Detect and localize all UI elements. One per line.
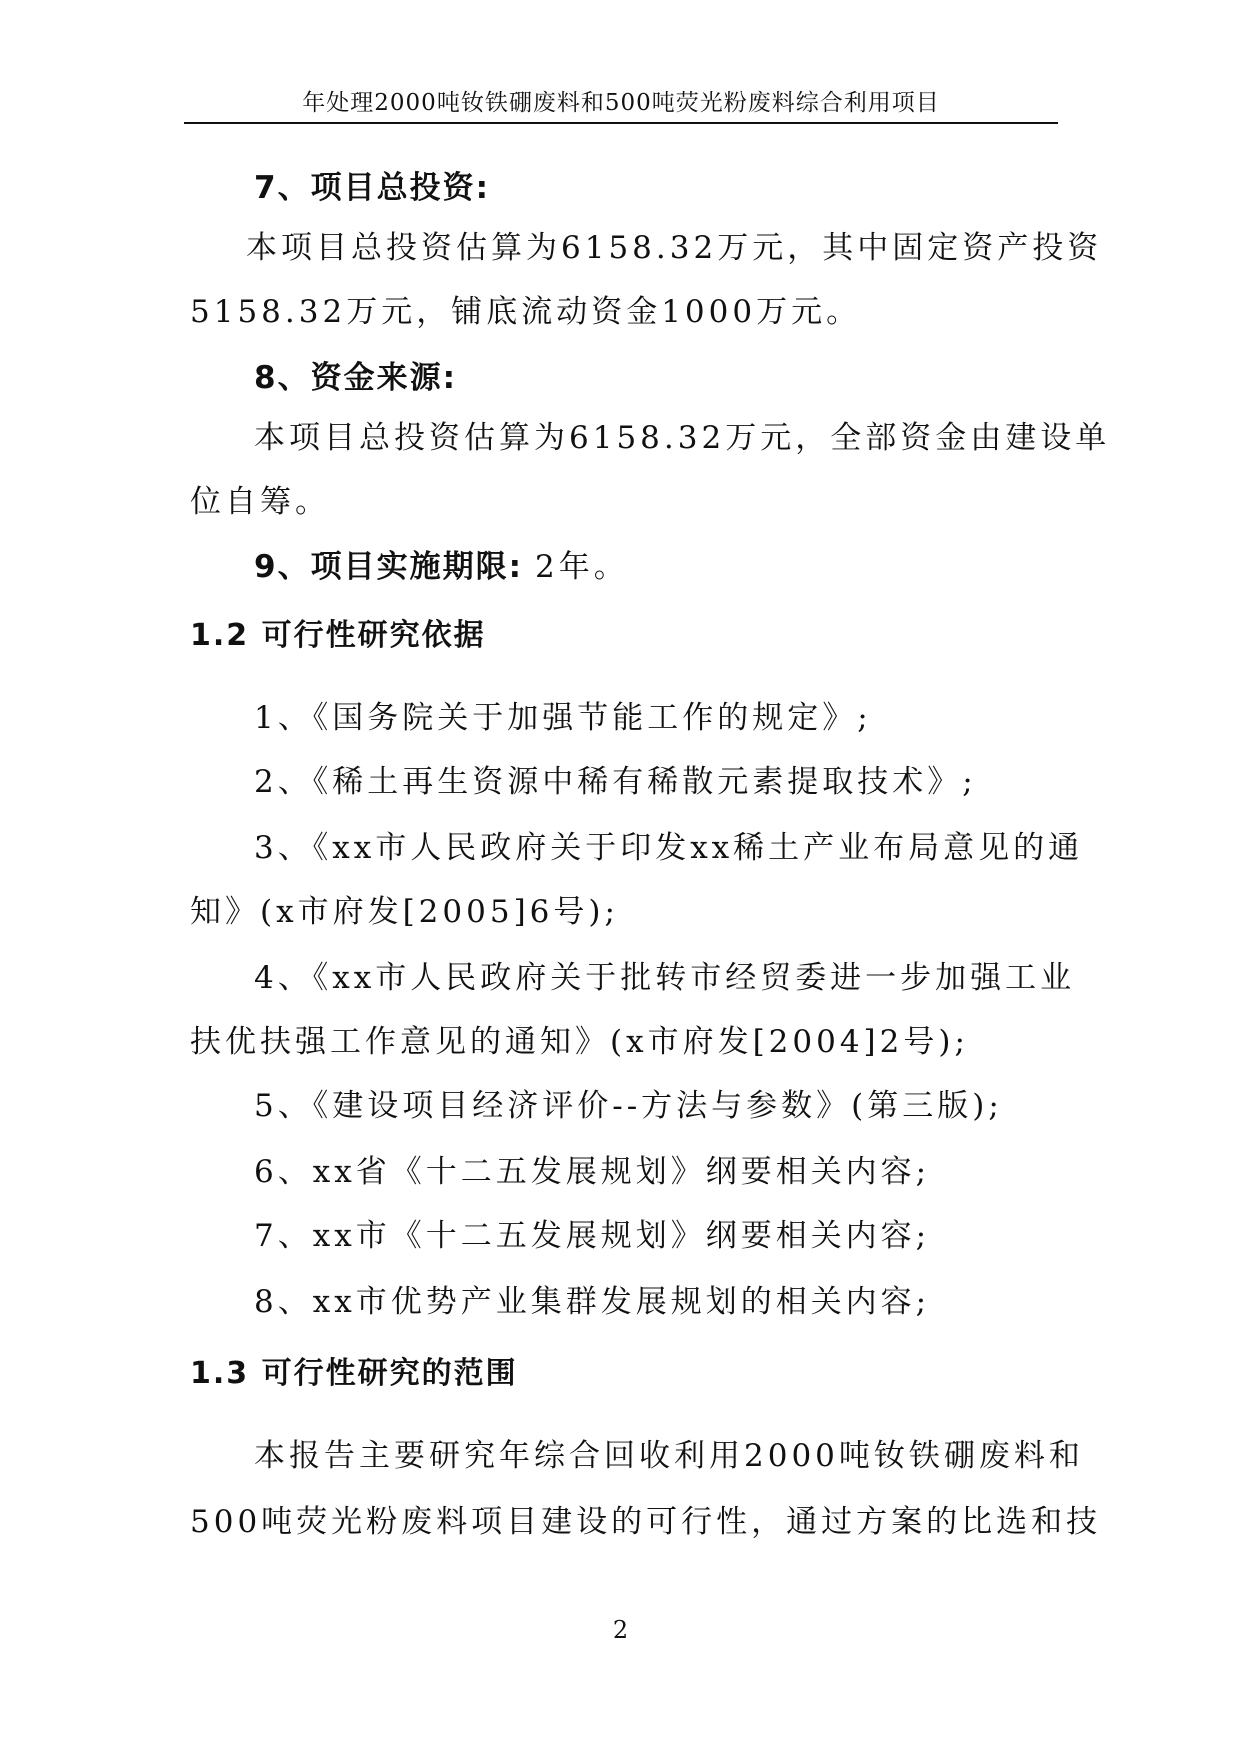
section-7-heading: 7、项目总投资: [254, 170, 490, 206]
section-1-2-heading: 1.2 可行性研究依据 [190, 618, 486, 653]
section-1-3-paragraph-line-1: 本报告主要研究年综合回收利用2000吨钕铁硼废料和 [254, 1438, 1084, 1474]
header-rule [184, 122, 1058, 124]
basis-list-item: 7、xx市《十二五发展规划》纲要相关内容; [254, 1218, 931, 1254]
section-1-3-paragraph-line-2: 500吨荧光粉废料项目建设的可行性，通过方案的比选和技 [190, 1504, 1102, 1540]
basis-list-item: 1、《国务院关于加强节能工作的规定》; [254, 700, 872, 736]
section-9-heading: 9、项目实施期限: [254, 549, 523, 585]
section-1-3-heading: 1.3 可行性研究的范围 [190, 1356, 518, 1391]
basis-list-item: 4、《xx市人民政府关于批转市经贸委进一步加强工业 [254, 960, 1076, 996]
basis-list-item-continuation: 扶优扶强工作意见的通知》(x市府发[2004]2号); [190, 1024, 969, 1060]
running-header: 年处理2000吨钕铁硼废料和500吨荧光粉废料综合利用项目 [302, 90, 940, 116]
basis-list-item-continuation: 知》(x市府发[2005]6号); [190, 894, 619, 930]
section-8-heading: 8、资金来源: [254, 360, 457, 396]
page-number: 2 [612, 1616, 629, 1644]
basis-list-item: 5、《建设项目经济评价--方法与参数》(第三版); [254, 1088, 1003, 1124]
section-7-paragraph-line-2: 5158.32万元，铺底流动资金1000万元。 [190, 294, 862, 330]
basis-list-item: 8、xx市优势产业集群发展规划的相关内容; [254, 1284, 931, 1320]
basis-list-item: 2、《稀土再生资源中稀有稀散元素提取技术》; [254, 764, 977, 800]
section-7-paragraph-line-1: 本项目总投资估算为6158.32万元，其中固定资产投资 [246, 230, 1103, 266]
section-8-paragraph-line-1: 本项目总投资估算为6158.32万元，全部资金由建设单 [254, 420, 1111, 456]
basis-list-item: 3、《xx市人民政府关于印发xx稀土产业布局意见的通 [254, 830, 1084, 866]
basis-list-item: 6、xx省《十二五发展规划》纲要相关内容; [254, 1154, 931, 1190]
section-8-paragraph-line-2: 位自筹。 [190, 484, 330, 520]
section-9-line [254, 541, 629, 586]
section-9-value: 2年。 [534, 549, 629, 585]
